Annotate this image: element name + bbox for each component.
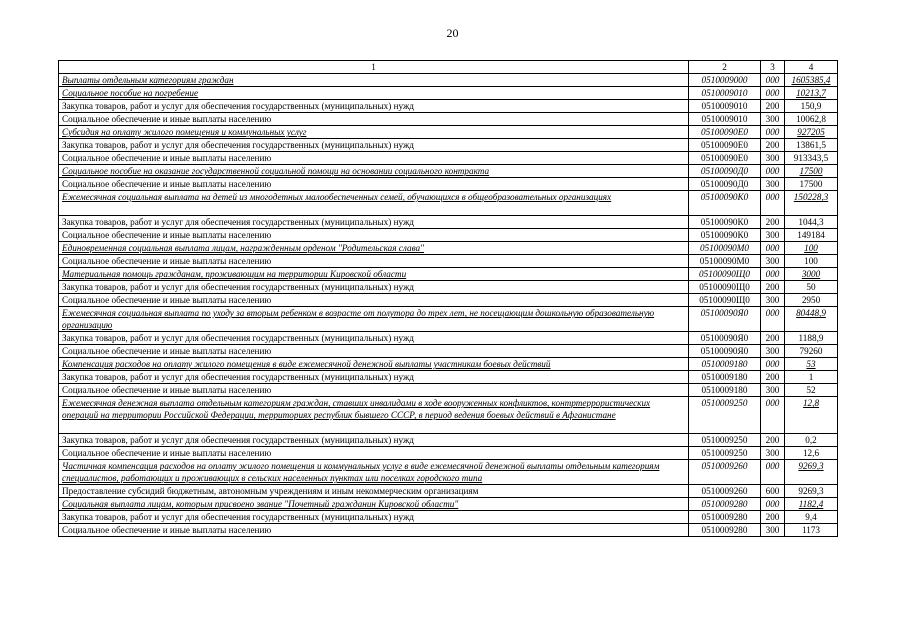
table-row — [59, 332, 838, 345]
row-sum-cell: 150228,3 — [785, 191, 838, 216]
table-row — [59, 191, 838, 216]
row-name-cell: Закупка товаров, работ и услуг для обеспечения государственных (муниципальных) нужд — [59, 434, 689, 447]
row-expense-type-cell: 000 — [761, 87, 785, 100]
table-row — [59, 460, 838, 485]
row-name-cell: Социальное обеспечение и иные выплаты населению — [59, 447, 689, 460]
row-code-cell: 05100090Щ0 — [689, 294, 761, 307]
table-row — [59, 294, 838, 307]
row-code-cell: 0510009180 — [689, 358, 761, 371]
table-row — [59, 371, 838, 384]
row-sum-cell: 17500 — [785, 165, 838, 178]
row-sum-cell: 9269,3 — [785, 485, 838, 498]
row-code-cell: 05100090К0 — [689, 216, 761, 229]
row-expense-type-cell: 600 — [761, 485, 785, 498]
row-sum-cell: 1173 — [785, 524, 838, 537]
row-expense-type-cell: 000 — [761, 74, 785, 87]
row-name-cell: Социальное обеспечение и иные выплаты населению — [59, 294, 689, 307]
table-header-row — [59, 61, 838, 74]
row-code-cell: 05100090Щ0 — [689, 281, 761, 294]
table-row — [59, 447, 838, 460]
table-row — [59, 113, 838, 126]
row-code-cell: 0510009010 — [689, 100, 761, 113]
row-expense-type-cell: 300 — [761, 384, 785, 397]
row-sum-cell: 3000 — [785, 268, 838, 281]
row-name-cell: Ежемесячная социальная выплата на детей из многодетных малообеспеченных семей, обучающихся в общеобразовательных организациях — [59, 191, 689, 216]
table-row — [59, 397, 838, 434]
table-row — [59, 74, 838, 87]
table-row — [59, 434, 838, 447]
budget-table — [58, 60, 838, 537]
row-name-cell: Социальное обеспечение и иные выплаты населению — [59, 524, 689, 537]
row-code-cell: 0510009250 — [689, 397, 761, 434]
row-sum-cell: 100 — [785, 255, 838, 268]
row-code-cell: 0510009180 — [689, 371, 761, 384]
row-code-cell: 0510009010 — [689, 87, 761, 100]
row-code-cell: 05100090М0 — [689, 255, 761, 268]
row-name-cell: Социальное обеспечение и иные выплаты населению — [59, 152, 689, 165]
table-row — [59, 255, 838, 268]
row-name-cell: Социальное обеспечение и иные выплаты населению — [59, 345, 689, 358]
row-code-cell: 0510009010 — [689, 113, 761, 126]
row-code-cell: 0510009260 — [689, 485, 761, 498]
table-row — [59, 126, 838, 139]
row-name-cell: Субсидия на оплату жилого помещения и коммунальных услуг — [59, 126, 689, 139]
row-expense-type-cell: 200 — [761, 139, 785, 152]
header-col-1: 1 — [59, 61, 689, 74]
row-name-cell: Социальное пособие на погребение — [59, 87, 689, 100]
row-expense-type-cell: 200 — [761, 371, 785, 384]
row-name-cell: Закупка товаров, работ и услуг для обеспечения государственных (муниципальных) нужд — [59, 371, 689, 384]
row-expense-type-cell: 300 — [761, 229, 785, 242]
row-expense-type-cell: 300 — [761, 152, 785, 165]
row-name-cell: Закупка товаров, работ и услуг для обеспечения государственных (муниципальных) нужд — [59, 281, 689, 294]
row-expense-type-cell: 000 — [761, 498, 785, 511]
row-code-cell: 0510009250 — [689, 447, 761, 460]
row-name-cell: Социальная выплата лицам, которым присвоено звание "Почетный гражданин Кировской области" — [59, 498, 689, 511]
row-expense-type-cell: 000 — [761, 460, 785, 485]
row-sum-cell: 1044,3 — [785, 216, 838, 229]
row-expense-type-cell: 300 — [761, 178, 785, 191]
row-sum-cell: 17500 — [785, 178, 838, 191]
row-expense-type-cell: 300 — [761, 345, 785, 358]
table-row — [59, 87, 838, 100]
table-row — [59, 152, 838, 165]
row-sum-cell: 927205 — [785, 126, 838, 139]
row-name-cell: Закупка товаров, работ и услуг для обеспечения государственных (муниципальных) нужд — [59, 511, 689, 524]
row-name-cell: Материальная помощь гражданам, проживающим на территории Кировской области — [59, 268, 689, 281]
table-row — [59, 165, 838, 178]
table-row — [59, 384, 838, 397]
table-row — [59, 242, 838, 255]
table-row — [59, 268, 838, 281]
row-code-cell: 05100090Щ0 — [689, 268, 761, 281]
row-code-cell: 0510009280 — [689, 498, 761, 511]
row-name-cell: Социальное обеспечение и иные выплаты населению — [59, 113, 689, 126]
row-code-cell: 0510009000 — [689, 74, 761, 87]
row-code-cell: 05100090Е0 — [689, 139, 761, 152]
row-sum-cell: 12,8 — [785, 397, 838, 434]
row-name-cell: Социальное обеспечение и иные выплаты населению — [59, 229, 689, 242]
row-expense-type-cell: 000 — [761, 397, 785, 434]
row-sum-cell: 150,9 — [785, 100, 838, 113]
row-expense-type-cell: 200 — [761, 511, 785, 524]
row-code-cell: 05100090Е0 — [689, 126, 761, 139]
row-name-cell: Социальное обеспечение и иные выплаты населению — [59, 178, 689, 191]
row-sum-cell: 53 — [785, 358, 838, 371]
row-expense-type-cell: 000 — [761, 191, 785, 216]
row-name-cell: Предоставление субсидий бюджетным, автономным учреждениям и иным некоммерческим организациям — [59, 485, 689, 498]
row-sum-cell: 12,6 — [785, 447, 838, 460]
table-row — [59, 307, 838, 332]
row-sum-cell: 1188,9 — [785, 332, 838, 345]
row-name-cell: Компенсация расходов на оплату жилого помещения в виде ежемесячной денежной выплаты участникам боевых действий — [59, 358, 689, 371]
row-sum-cell: 1605385,4 — [785, 74, 838, 87]
row-name-cell: Выплаты отдельным категориям граждан — [59, 74, 689, 87]
row-expense-type-cell: 000 — [761, 126, 785, 139]
row-sum-cell: 100 — [785, 242, 838, 255]
row-expense-type-cell: 300 — [761, 255, 785, 268]
header-col-2: 2 — [689, 61, 761, 74]
row-expense-type-cell: 200 — [761, 434, 785, 447]
row-sum-cell: 913343,5 — [785, 152, 838, 165]
row-name-cell: Ежемесячная социальная выплата по уходу за вторым ребенком в возрасте от полутора до трех лет, не посещающим дошкольную образовательную организацию — [59, 307, 689, 332]
row-name-cell: Частичная компенсация расходов на оплату жилого помещения и коммунальных услуг в виде ежемесячной денежной выплаты отдельным категориям специалистов, работающих и проживающих в сельских населенных пунктах или поселках городского типа — [59, 460, 689, 485]
header-col-4: 4 — [785, 61, 838, 74]
row-code-cell: 05100090Е0 — [689, 152, 761, 165]
row-sum-cell: 0,2 — [785, 434, 838, 447]
row-code-cell: 05100090Я0 — [689, 345, 761, 358]
row-sum-cell: 52 — [785, 384, 838, 397]
row-expense-type-cell: 000 — [761, 358, 785, 371]
row-sum-cell: 2950 — [785, 294, 838, 307]
row-expense-type-cell: 200 — [761, 332, 785, 345]
row-code-cell: 0510009180 — [689, 384, 761, 397]
table-row — [59, 100, 838, 113]
row-code-cell: 05100090Я0 — [689, 307, 761, 332]
row-sum-cell: 1 — [785, 371, 838, 384]
row-name-cell: Социальное пособие на оказание государственной социальной помощи на основании социального контракта — [59, 165, 689, 178]
row-code-cell: 05100090Я0 — [689, 332, 761, 345]
table-row — [59, 485, 838, 498]
row-sum-cell: 80448,9 — [785, 307, 838, 332]
row-sum-cell: 10062,8 — [785, 113, 838, 126]
row-name-cell: Социальное обеспечение и иные выплаты населению — [59, 255, 689, 268]
row-expense-type-cell: 000 — [761, 242, 785, 255]
row-expense-type-cell: 300 — [761, 294, 785, 307]
row-sum-cell: 13861,5 — [785, 139, 838, 152]
table-row — [59, 139, 838, 152]
row-name-cell: Закупка товаров, работ и услуг для обеспечения государственных (муниципальных) нужд — [59, 332, 689, 345]
row-code-cell: 05100090Д0 — [689, 178, 761, 191]
row-expense-type-cell: 300 — [761, 524, 785, 537]
table-row — [59, 511, 838, 524]
row-code-cell: 05100090К0 — [689, 191, 761, 216]
row-expense-type-cell: 300 — [761, 447, 785, 460]
row-code-cell: 05100090Д0 — [689, 165, 761, 178]
row-sum-cell: 9,4 — [785, 511, 838, 524]
header-col-3: 3 — [761, 61, 785, 74]
row-expense-type-cell: 200 — [761, 216, 785, 229]
row-code-cell: 05100090К0 — [689, 229, 761, 242]
row-code-cell: 0510009250 — [689, 434, 761, 447]
table-row — [59, 345, 838, 358]
row-sum-cell: 50 — [785, 281, 838, 294]
row-sum-cell: 9269,3 — [785, 460, 838, 485]
row-code-cell: 05100090М0 — [689, 242, 761, 255]
row-expense-type-cell: 300 — [761, 113, 785, 126]
row-sum-cell: 10213,7 — [785, 87, 838, 100]
row-sum-cell: 149184 — [785, 229, 838, 242]
row-expense-type-cell: 200 — [761, 100, 785, 113]
row-name-cell: Социальное обеспечение и иные выплаты населению — [59, 384, 689, 397]
row-name-cell: Закупка товаров, работ и услуг для обеспечения государственных (муниципальных) нужд — [59, 100, 689, 113]
budget-table-body — [59, 61, 838, 537]
row-name-cell: Единовременная социальная выплата лицам, награжденным орденом "Родительская слава" — [59, 242, 689, 255]
row-code-cell: 0510009260 — [689, 460, 761, 485]
row-sum-cell: 79260 — [785, 345, 838, 358]
table-row — [59, 498, 838, 511]
row-expense-type-cell: 000 — [761, 307, 785, 332]
row-code-cell: 0510009280 — [689, 511, 761, 524]
table-row — [59, 178, 838, 191]
row-name-cell: Закупка товаров, работ и услуг для обеспечения государственных (муниципальных) нужд — [59, 216, 689, 229]
table-row — [59, 216, 838, 229]
table-row — [59, 281, 838, 294]
row-expense-type-cell: 000 — [761, 268, 785, 281]
page-number: 20 — [446, 26, 459, 40]
table-row — [59, 524, 838, 537]
row-name-cell: Закупка товаров, работ и услуг для обеспечения государственных (муниципальных) нужд — [59, 139, 689, 152]
row-name-cell: Ежемесячная денежная выплата отдельным категориям граждан, ставших инвалидами в ходе вооруженных конфликтов, контртеррористических операций на территории Российской Федерации, территориях республик бывшего СССР, в период ведения боевых действий в Афганистане — [59, 397, 689, 434]
row-expense-type-cell: 200 — [761, 281, 785, 294]
table-row — [59, 229, 838, 242]
row-code-cell: 0510009280 — [689, 524, 761, 537]
row-sum-cell: 1182,4 — [785, 498, 838, 511]
table-row — [59, 358, 838, 371]
row-expense-type-cell: 000 — [761, 165, 785, 178]
